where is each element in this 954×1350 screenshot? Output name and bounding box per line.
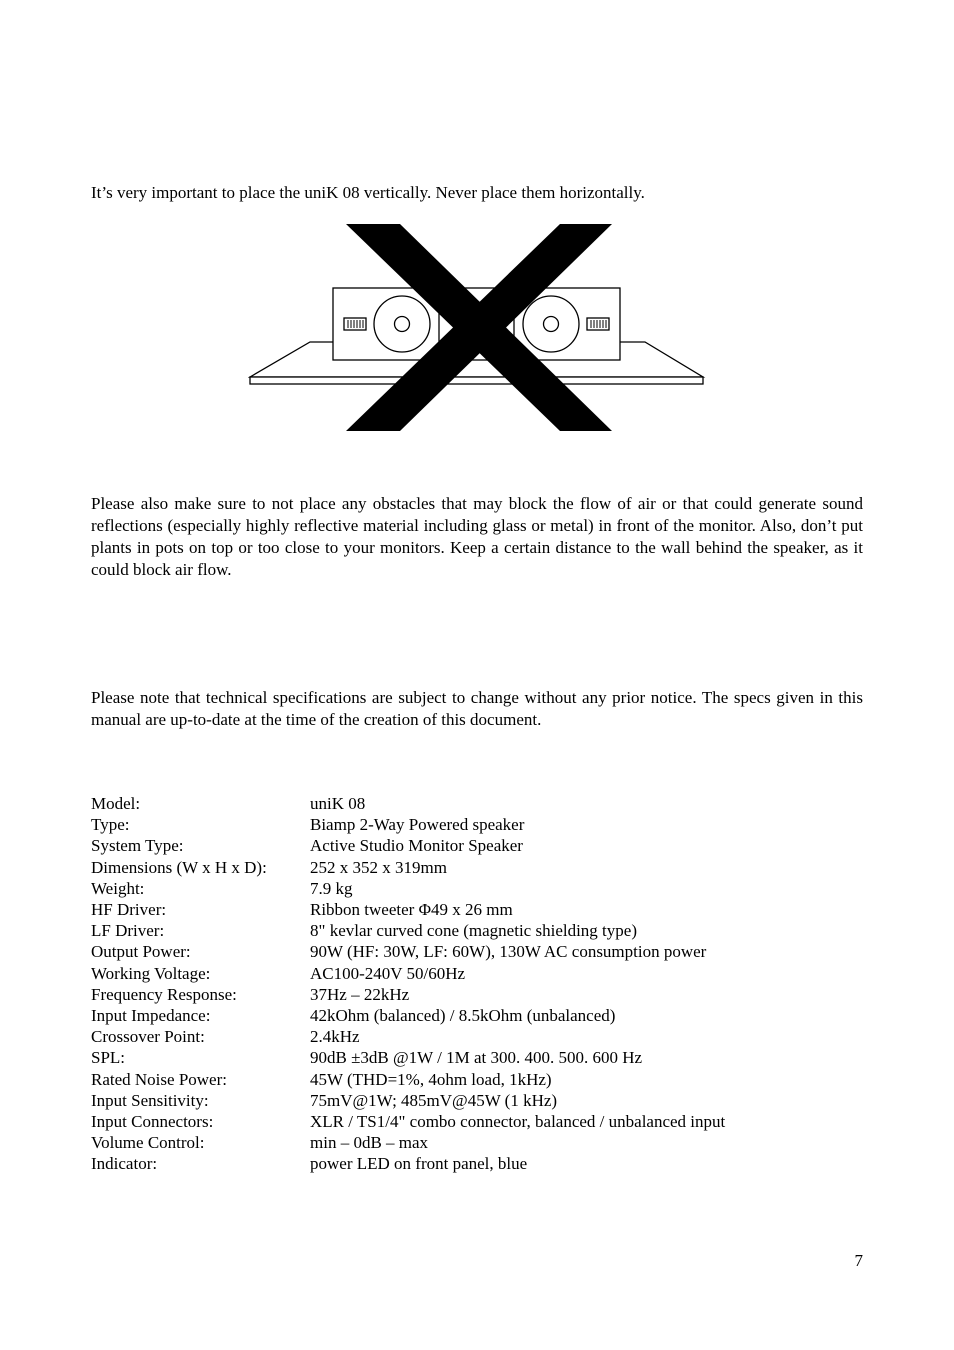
spec-label: SPL: (91, 1048, 126, 1068)
spec-row (91, 1026, 725, 1047)
spec-row (91, 1047, 725, 1068)
spec-label: Frequency Response: (91, 984, 237, 1004)
placement-instruction: It’s very important to place the uniK 08 vertically. Never place them horizontally. (91, 183, 645, 202)
spec-row (91, 1090, 725, 1111)
spec-row (91, 941, 725, 962)
spec-label: System Type: (91, 836, 184, 856)
spec-label: LF Driver: (91, 921, 165, 941)
spec-label: Weight: (91, 878, 145, 898)
spec-row (91, 920, 725, 941)
spec-row (91, 984, 725, 1005)
spec-row (91, 899, 725, 920)
spec-value: 90W (HF: 30W, LF: 60W), 130W AC consumption power (310, 942, 707, 962)
spec-label: Input Connectors: (91, 1112, 214, 1132)
spec-value: AC100-240V 50/60Hz (310, 963, 466, 983)
spec-value: min – 0dB – max (310, 1133, 429, 1153)
spec-value: 2.4kHz (310, 1027, 360, 1047)
spec-value: 252 x 352 x 319mm (310, 857, 447, 877)
spec-row (91, 963, 725, 984)
spec-label: Output Power: (91, 942, 191, 962)
spec-row (91, 1005, 725, 1026)
spec-label: Dimensions (W x H x D): (91, 857, 267, 877)
spec-value: Active Studio Monitor Speaker (310, 836, 523, 856)
spec-row (91, 835, 725, 856)
spec-row (91, 1132, 725, 1153)
page-number: 7 (854, 1251, 863, 1270)
spec-label: Volume Control: (91, 1133, 205, 1153)
spec-label: Input Impedance: (91, 1006, 211, 1026)
spec-label: Model: (91, 794, 141, 813)
spec-value: Ribbon tweeter Φ49 x 26 mm (310, 900, 513, 920)
spec-value: 75mV@1W; 485mV@45W (1 kHz) (310, 1090, 558, 1110)
spec-value: 90dB ±3dB @1W / 1M at 300. 400. 500. 600 Hz (310, 1048, 643, 1068)
spec-row (91, 814, 725, 835)
spec-row (91, 878, 725, 899)
airflow-instruction: Please also make sure to not place any obstacles that may block the flow of air or that could generate sound reflections (especially highly reflective material including glass or metal) in front of the monitor. Also, don’t put plants in pots on top or too close to your monitors. Keep a certain distance to the wall behind the speaker, as it could block air flow. (91, 494, 863, 579)
spec-value: XLR / TS1/4" combo connector, balanced / unbalanced input (310, 1112, 726, 1132)
spec-value: uniK 08 (310, 794, 366, 813)
spec-row (91, 1111, 725, 1132)
spec-value: 45W (THD=1%, 4ohm load, 1kHz) (310, 1069, 552, 1089)
spec-value: 37Hz – 22kHz (310, 984, 410, 1004)
spec-row (91, 793, 725, 814)
spec-label: Indicator: (91, 1154, 158, 1174)
spec-value: 7.9 kg (310, 878, 353, 898)
horizontal-placement-crossed-out-figure (248, 220, 706, 434)
technical-specifications-table (91, 793, 725, 1175)
spec-value: power LED on front panel, blue (310, 1154, 528, 1174)
spec-value: 42kOhm (balanced) / 8.5kOhm (unbalanced) (310, 1006, 616, 1026)
spec-row (91, 1153, 725, 1174)
spec-row (91, 1069, 725, 1090)
spec-label: HF Driver: (91, 900, 167, 920)
spec-label: Working Voltage: (91, 963, 211, 983)
spec-label: Input Sensitivity: (91, 1090, 209, 1110)
spec-label: Crossover Point: (91, 1027, 205, 1047)
specifications-notice: Please note that technical specifications are subject to change without any prior notice. The specs given in this manual are up-to-date at the time of the creation of this document. (91, 688, 863, 729)
spec-value: Biamp 2-Way Powered speaker (310, 815, 525, 835)
spec-label: Rated Noise Power: (91, 1069, 227, 1089)
spec-row (91, 857, 725, 878)
spec-value: 8" kevlar curved cone (magnetic shielding type) (310, 921, 637, 941)
spec-label: Type: (91, 815, 130, 835)
